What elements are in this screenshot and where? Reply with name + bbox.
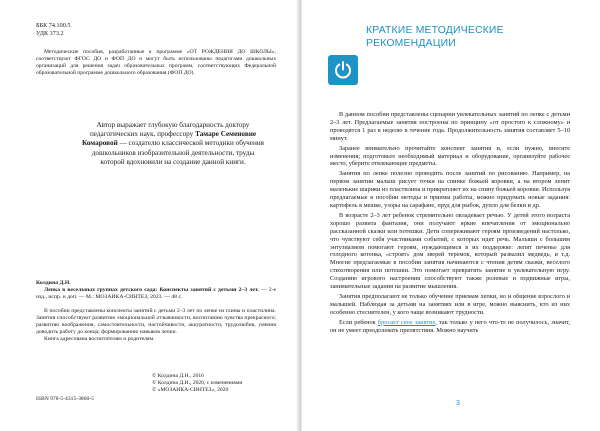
section-title-line: КРАТКИЕ МЕТОДИЧЕСКИЕ — [366, 25, 504, 36]
page-number: 3 — [456, 400, 460, 407]
highlighted-link[interactable]: бросает свое занятие — [377, 318, 436, 326]
bbk-code: ББК 74.100.5 — [36, 22, 71, 29]
copyright-block — [152, 373, 242, 393]
paragraph-end: , так только у него что-то не получилось, значит, он не умеет преодолевать препятствия. Можно научить — [330, 318, 570, 334]
catalog-record — [36, 280, 276, 343]
catalog-imprint: — 2-е изд., испр. и доп. — М.: МОЗАИКА-СИНТЕЗ, 2023. — 48 с. — [36, 287, 276, 300]
paragraph-start: Если ребенок — [339, 318, 378, 326]
section-title-line: РЕКОМЕНДАЦИИ — [366, 38, 456, 49]
recommendations-text — [330, 111, 570, 336]
catalog-title-bold: Лепка в весельных группах детского сада: Конспекты занятий с детьми 2–3 лет. — [44, 287, 259, 293]
section-title — [366, 24, 576, 50]
paragraph: Заранее внимательно прочитайте конспект занятия и, если нужно, внесите изменения; подготовьте необходимый материал и оборудование, организуйте рабочее место, уберите отвлекающие предметы. — [330, 144, 570, 168]
power-icon-glyph — [333, 60, 353, 80]
catalog-title — [36, 287, 276, 301]
isbn: ISBN 978-5-4315-3860-5 — [36, 396, 94, 402]
udk-code: УДК 373.2 — [36, 30, 64, 37]
annotation: В пособии представлены конспекты занятий с детьми 2–3 лет по лепке из глины и пластилина. Занятия способствуют развитию эмоциональной отзывчивости, воспитанию чувства прекрасного; развитию воображения, самостоятельности, настойчивости, аккуратности, трудолюбия, умения доводить работу до конца; формированию навыков лепки. — [36, 308, 276, 335]
catalog-author: Колдина Д.Н. — [36, 280, 71, 286]
paragraph: Занятия предполагают не только обучение приемам лепки, но и общение взрослого и малышей. Наблюдая за детьми на занятиях или в игре, можно выяснить, кто из них особенно стеснителен, у кого чаще возникают трудности. — [330, 292, 570, 316]
power-icon — [328, 55, 358, 85]
paragraph: В данном пособии представлены сценарии увлекательных занятий по лепке с детьми 2–3 лет. Предлагаемые занятия построены по принципу «от простого к сложному» и проводятся 1 раз в неделю в течение года. Продолжительность занятия составляет 5–10 минут. — [330, 111, 570, 142]
copyright-line: © Колдина Д.Н., 2020, с изменениями — [152, 379, 243, 386]
acknowledgement-name: Тамаре Семеновне Комаровой — [82, 130, 257, 148]
copyright-line: © «МОЗАИКА-СИНТЕЗ», 2020 — [152, 386, 229, 393]
copyright-line: © Колдина Д.Н., 2016 — [152, 373, 204, 379]
paragraph — [330, 319, 570, 335]
audience-note: Книга адресована воспитателям и родителям. — [44, 336, 155, 342]
bibliographic-codes — [36, 22, 70, 38]
left-page — [0, 0, 298, 431]
acknowledgement-rest: — создателю классической методики обучения дошкольников изобразительной деятельности, труды которой вдохновили на создание данной книги. — [91, 139, 264, 166]
methodical-note: Методические пособия, разработанные к программе «ОТ РОЖДЕНИЯ ДО ШКОЛЫ», соответствуют ФГОС ДО и ФОП ДО и могут быть использованы педагогами дошкольных организаций для решения задач образовательных программ, соответствующих Федеральной образовательной программе дошкольного образования (ФОП ДО). — [36, 49, 276, 76]
acknowledgement — [82, 121, 264, 167]
acknowledgement-intro: Автор выражает глубокую благодарность доктору педагогических наук, профессору — [89, 121, 250, 139]
paragraph: В возрасте 2–3 лет ребенок стремительно овладевает речью. У детей этого возраста хорошо развита фантазия, они получают яркие впечатления от эмоционально рассказанной сказки или потешки. Дети сопереживают героям произведений настолько, что чувствуют себя участниками событий, с которых идет речь. Малыши с большим энтузиазмом помогают героям, нуждающимся в их поддержке: лепят печенье для голодного котенка, «строят» дом зверей теремок, который развалил медведь, и т.д. Многие предлагаемые в пособии занятия начинаются с чтения детям сказки, веселого стихотворения или потешки. Это помогает превратить занятие в увлекательную игру. Созданию игрового настроения способствуют также ролевые и подвижные игры, занимательные задания на развитие мышления. — [330, 211, 570, 291]
paragraph: Занятия по лепке полезно проводить после занятий по рисованию. Например, на первом занятии малыш рисует точки на спинке божьей коровки, а на втором лепит маленькие шарики из пластилина и прикрепляет их на спину божьей коровки. Используя предлагаемые в пособии методы и приемы работы, можно придумать новые задания: картофель в мешке, узоры на сарафане, пруд для рыбок, дупло для белки и др. — [330, 170, 570, 209]
